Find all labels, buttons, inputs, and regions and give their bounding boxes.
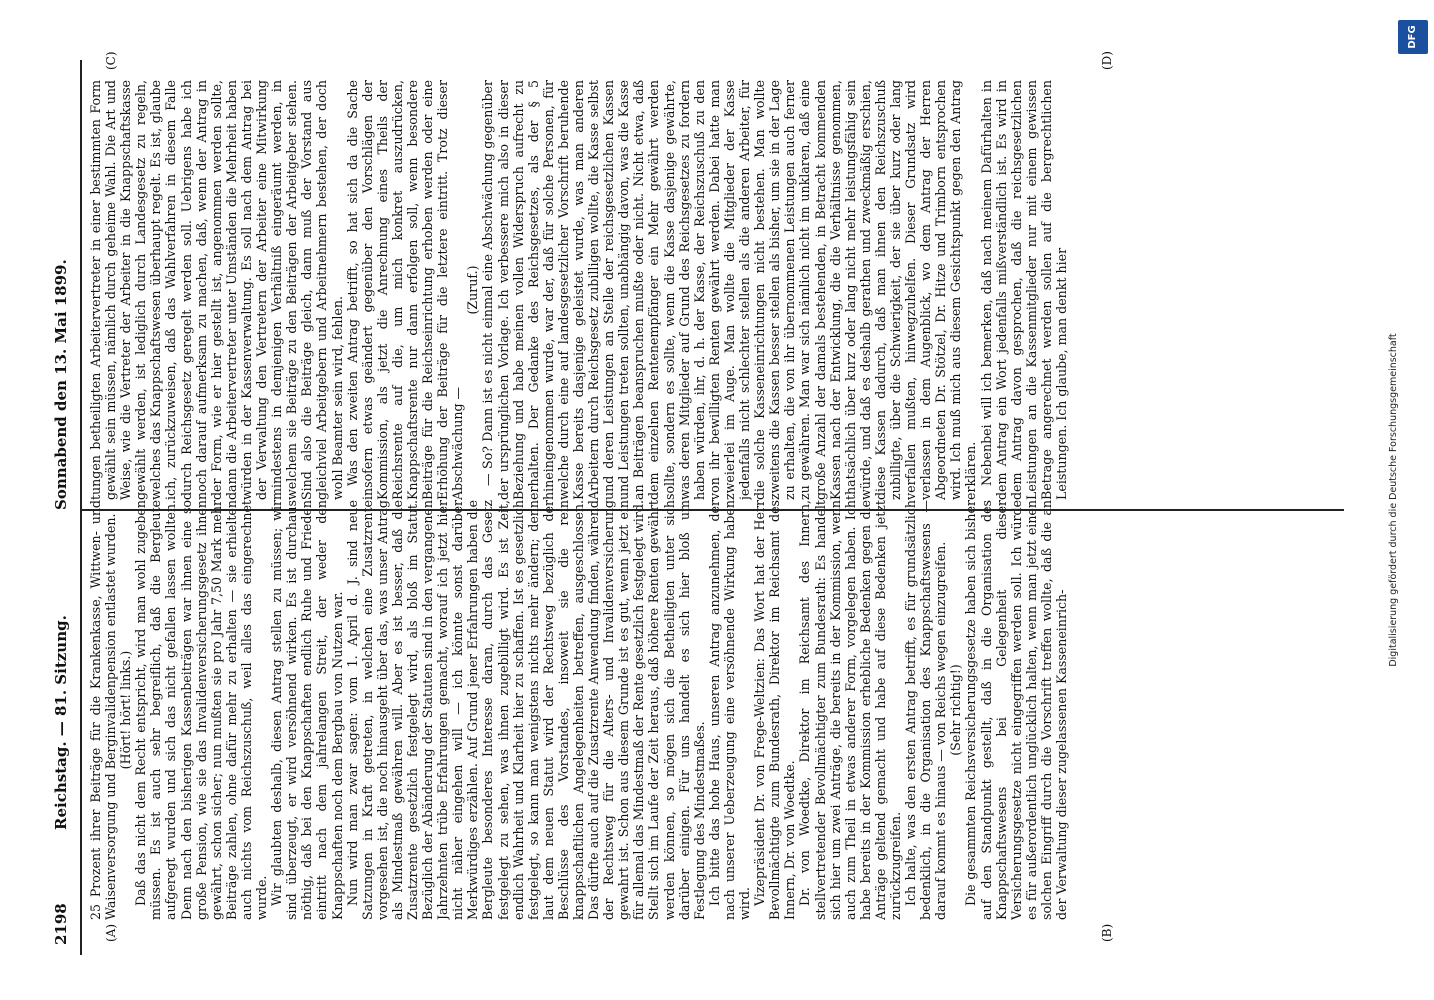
header-title-right: Sonnabend den 13. Mai 1899.	[52, 259, 70, 510]
paragraph: tungen betheiligten Arbeitervertreter in einer bestimmten Form gewählt sein müssen, nämlich durch geheime Wahl. Die Art und Weise, wie die Vertreter der Arbeiter in die Knappschaftskasse gewählt werden, ist lediglich durch Landesgesetz zu regeln, welches das Knappschaftswesen überhaupt regelt. Es ist, glaube ich, zurückzuweisen, daß das Wahlverfahren in diesem Falle durch Reichsgesetz geregelt werden soll. Uebrigens habe ich noch darauf aufmerksam zu machen, daß, wenn der Antrag in der Form, wie er hier gestellt ist, angenommen werden sollte, dann die Arbeitervertreter unter Umständen die Mehrheit haben würden in der Kassenverwaltung. Es soll nach dem Antrag bei der Verwaltung den Vertretern der Arbeiter eine Mitwirkung mindestens in demjenigen Verhältniß eingeräumt werden, in welchem sie Beiträge zu den Beiträgen der Arbeitgeber stehen. Sind also die Beiträge gleich, dann muß der Vorstand aus gleichviel Arbeitgebern und Arbeitnehmern bestehen, der doch wohl Beamter sein wird, fehlen.	[88, 80, 345, 500]
paragraph: Was den zweiten Antrag betrifft, so hat sich da die Sache insofern etwas geändert gegenüber den Vorschlägen der Kommission, als jetzt die Anrechnung eines Theils der Reichsrente auf die, um mich konkret auszudrücken, Knappschaftsrente nur dann erfolgen soll, wenn besondere Beiträge für die Reichseinrichtung erhoben werden oder eine Erhöhung der Beiträge für die letztere eintritt. Trotz dieser Abschwächung —	[344, 80, 466, 500]
dfg-logo: DFG	[1398, 20, 1428, 54]
paragraph: Die gesammten Reichsversicherungsgesetze haben sich bisher auf den Standpunkt gestellt, daß in die Organisation des Knappschaftswesens bei Gelegenheit dieser Versicherungsgesetze nicht eingegriffen werden soll. Ich würde es für außerordentlich unglücklich halten, wenn man jetzt einen solchen Eingriff durch die Vorschrift treffen wollte, daß die an der Verwaltung dieser zugelassenen Kasseneinrich-	[963, 500, 1069, 920]
column-divider	[82, 509, 1344, 511]
margin-marker-c: (C)	[104, 51, 118, 70]
paragraph: Wir glaubten deshalb, diesen Antrag stellen zu müssen; wir sind überzeugt, er wird versöhnend wirken. Es ist durchaus nöthig, daß bei den Knappschaften endlich Ruhe und Frieden eintritt nach dem jahrelangen Streit, der weder den Knappschaften noch dem Bergbau von Nutzen war.	[269, 500, 345, 920]
margin-marker-a: (A)	[104, 923, 118, 942]
paragraph: — So? Dann ist es nicht einmal eine Abschwächung gegenüber der ursprünglichen Vorlage. Ich verbessere mich also in dieser Beziehung und habe meinen vollen Widerspruch aufrecht zu erhalten. Der Gedanke des Reichsgesetzes, als der § 5 hineingenommen wurde, war der, daß für solche Personen, für welche durch eine auf landesgesetzlicher Vorschrift beruhende Kasse bereits dasjenige geleistet wurde, was man anderen Arbeitern durch Reichsgesetz zubilligen wollte, die Kasse selbst und deren Leistungen an Stelle der reichsgesetzlichen Kassen und Leistungen treten sollten, unabhängig davon, was die Kasse an Beiträgen beanspruchen mußte oder nicht. Nicht etwa, daß dem einzelnen Rentenempfänger ein Mehr gewährt werden sollte, sondern es sollte, wenn die Kasse dasjenige gewährte, was deren Mitglieder auf Grund des Reichsgesetzes zu fordern haben würden, ihr, d. h. der Kasse, der Reichszuschuß zu den von ihr bewilligten Renten gewährt werden. Dabei hatte man zweierlei im Auge. Man wollte die Mitglieder der Kasse jedenfalls nicht schlechter stellen als die anderen Arbeiter, für die solche Kasseneinrichtungen nicht bestehen. Man wollte zweitens die Kassen besser stellen als bisher, um sie in der Lage zu erhalten, die von ihr übernommenen Leistungen auch ferner zu gewähren. Man war sich nämlich nicht im unklaren, daß eine große Anzahl der damals bestehenden, in Betracht kommenden Kassen nach der Entwicklung, die die Verhältnisse genommen, thatsächlich über kurz oder lang nicht mehr leistungsfähig sein würde, und daß es deshalb gerathen und zweckmäßig erschien, diese Kassen dadurch, daß man ihnen den Reichszuschuß zubilligte, über die Schwierigkeit, der sie über kurz oder lang verfallen mußten, hinwegzuhelfen. Dieser Grundsatz wird verlassen in dem Augenblick, wo dem Antrag der Herren Abgeordneten Dr. Stötzel, Dr. Hitze und Trimborn entsprochen wird. Ich muß mich aus diesem Gesichtspunkt gegen den Antrag erklären.	[480, 80, 979, 500]
paragraph: Nebenbei will ich bemerken, daß nach meinem Dafürhalten in dem Antrag ein Wort jedenfalls mißverständlich ist. Es wird in dem Antrag davon gesprochen, daß die reichsgesetzlichen Leistungen an die Kassenmitglieder nur mit einem gewissen Betrage angerechnet werden sollen auf die bergrechtlichen Leistungen. Ich glaube, man denkt hier	[978, 80, 1069, 500]
header-rule	[80, 60, 82, 955]
paragraph: Dr. von Woedtke, Direktor im Reichsamt des Innern, stellvertretender Bevollmächtigter zum Bundesrath: Es handelt sich hier um zwei Anträge, die bereits in der Kommission, wenn auch zum Theil in etwas anderer Form, vorgelegen haben. Ich habe bereits in der Kommission erhebliche Bedenken gegen die Anträge geltend gemacht und habe auf diese Bedenken jetzt zurückzugreifen.	[797, 500, 903, 920]
paragraph: Vizepräsident Dr. von Frege-Weltzien: Das Wort hat der Herr Bevollmächtigte zum Bundesrath, Direktor im Reichsamt des Innern, Dr. von Woedtke.	[752, 500, 798, 920]
running-header	[48, 0, 78, 1000]
margin-marker-b: (B)	[1100, 923, 1114, 942]
paragraph: 25 Prozent ihrer Beiträge für die Krankenkasse, Wittwen- und Waisenversorgung und Berginvalidenpension entlastet wurden.	[88, 500, 119, 920]
paragraph: (Zuruf.)	[465, 265, 481, 315]
header-title-left: Reichstag. — 81. Sitzung.	[52, 615, 70, 830]
paragraph: (Hört! hört! links.)	[118, 650, 134, 770]
left-column	[88, 500, 1340, 920]
paragraph: (Sehr richtig!)	[948, 664, 964, 756]
page-number: 2198	[52, 903, 70, 945]
margin-marker-d: (D)	[1100, 51, 1114, 70]
paragraph: Nun wird man zwar sagen: vom 1. April d. J. sind neue Satzungen in Kraft getreten, in welchen eine Zusatzrente vorgesehen ist, die noch hinausgeht über das, was unser Antrag als Mindestmaß gewähren will. Aber es ist besser, daß die Zusatzrente gesetzlich festgelegt wird, als bloß im Statut. Bezüglich der Abänderung der Statuten sind in den vergangenen Jahrzehnten trübe Erfahrungen gemacht, worauf ich jetzt hier nicht näher eingehen will — ich könnte sonst darüber Merkwürdiges erzählen. Auf Grund jener Erfahrungen haben die Bergleute besonderes Interesse daran, durch das Gesetz festgelegt zu sehen, was ihnen zugebilligt wird. Es ist Zeit, endlich Wahrheit und Klarheit hier zu schaffen. Ist es gesetzlich festgelegt, so kann man wenigstens nichts mehr ändern; denn laut dem neuen Statut wird der Rechtsweg bezüglich der Beschlüsse des Vorstandes, insoweit sie die rein knappschaftlichen Angelegenheiten betreffen, ausgeschlossen. Das dürfte auch auf die Zusatzrente Anwendung finden, während der Rechtsweg für die Alters- und Invalidenversicherung gewahrt ist. Schon aus diesem Grunde ist es gut, wenn jetzt ein für allemal das Mindestmaß der Rente gesetzlich festgelegt wird. Stellt sich im Laufe der Zeit heraus, daß höhere Renten gewährt werden können, so mögen sich die Betheiligten unter sich darüber einigen. Für uns handelt es sich hier bloß um Festlegung des Mindestmaßes.	[344, 500, 707, 920]
paragraph: Ich bitte das hohe Haus, unseren Antrag anzunehmen, der nach unserer Ueberzeugung eine versöhnende Wirkung haben wird.	[706, 500, 753, 920]
digitization-footer: Digitalisierung gefördert durch die Deutsche Forschungsgemeinschaft	[1388, 333, 1399, 667]
paragraph: Ich halte, was den ersten Antrag betrifft, es für grundsätzlich bedenklich, in die Organisation des Knappschaftswesens — darauf kommt es hinaus — von Reichs wegen einzugreifen.	[903, 500, 949, 920]
right-column	[88, 80, 1340, 500]
paragraph: Daß das nicht dem Recht entspricht, wird man wohl zugeben müssen. Es ist auch sehr begreiflich, daß die Bergleute aufgeregt wurden und sich das nicht gefallen lassen wollten. Denn nach den bisherigen Kassenbeiträgen war ihnen eine so große Pension, wie sie das Invalidenversicherungsgesetz ihnen gewährt, schon sicher; nun mußten sie pro Jahr 7,50 Mark mehr Beiträge zahlen, ohne dafür mehr zu erhalten — sie erhielten auch nichts vom Reichszuschuß, weil alles das eingerechnet wurde.	[133, 500, 270, 920]
